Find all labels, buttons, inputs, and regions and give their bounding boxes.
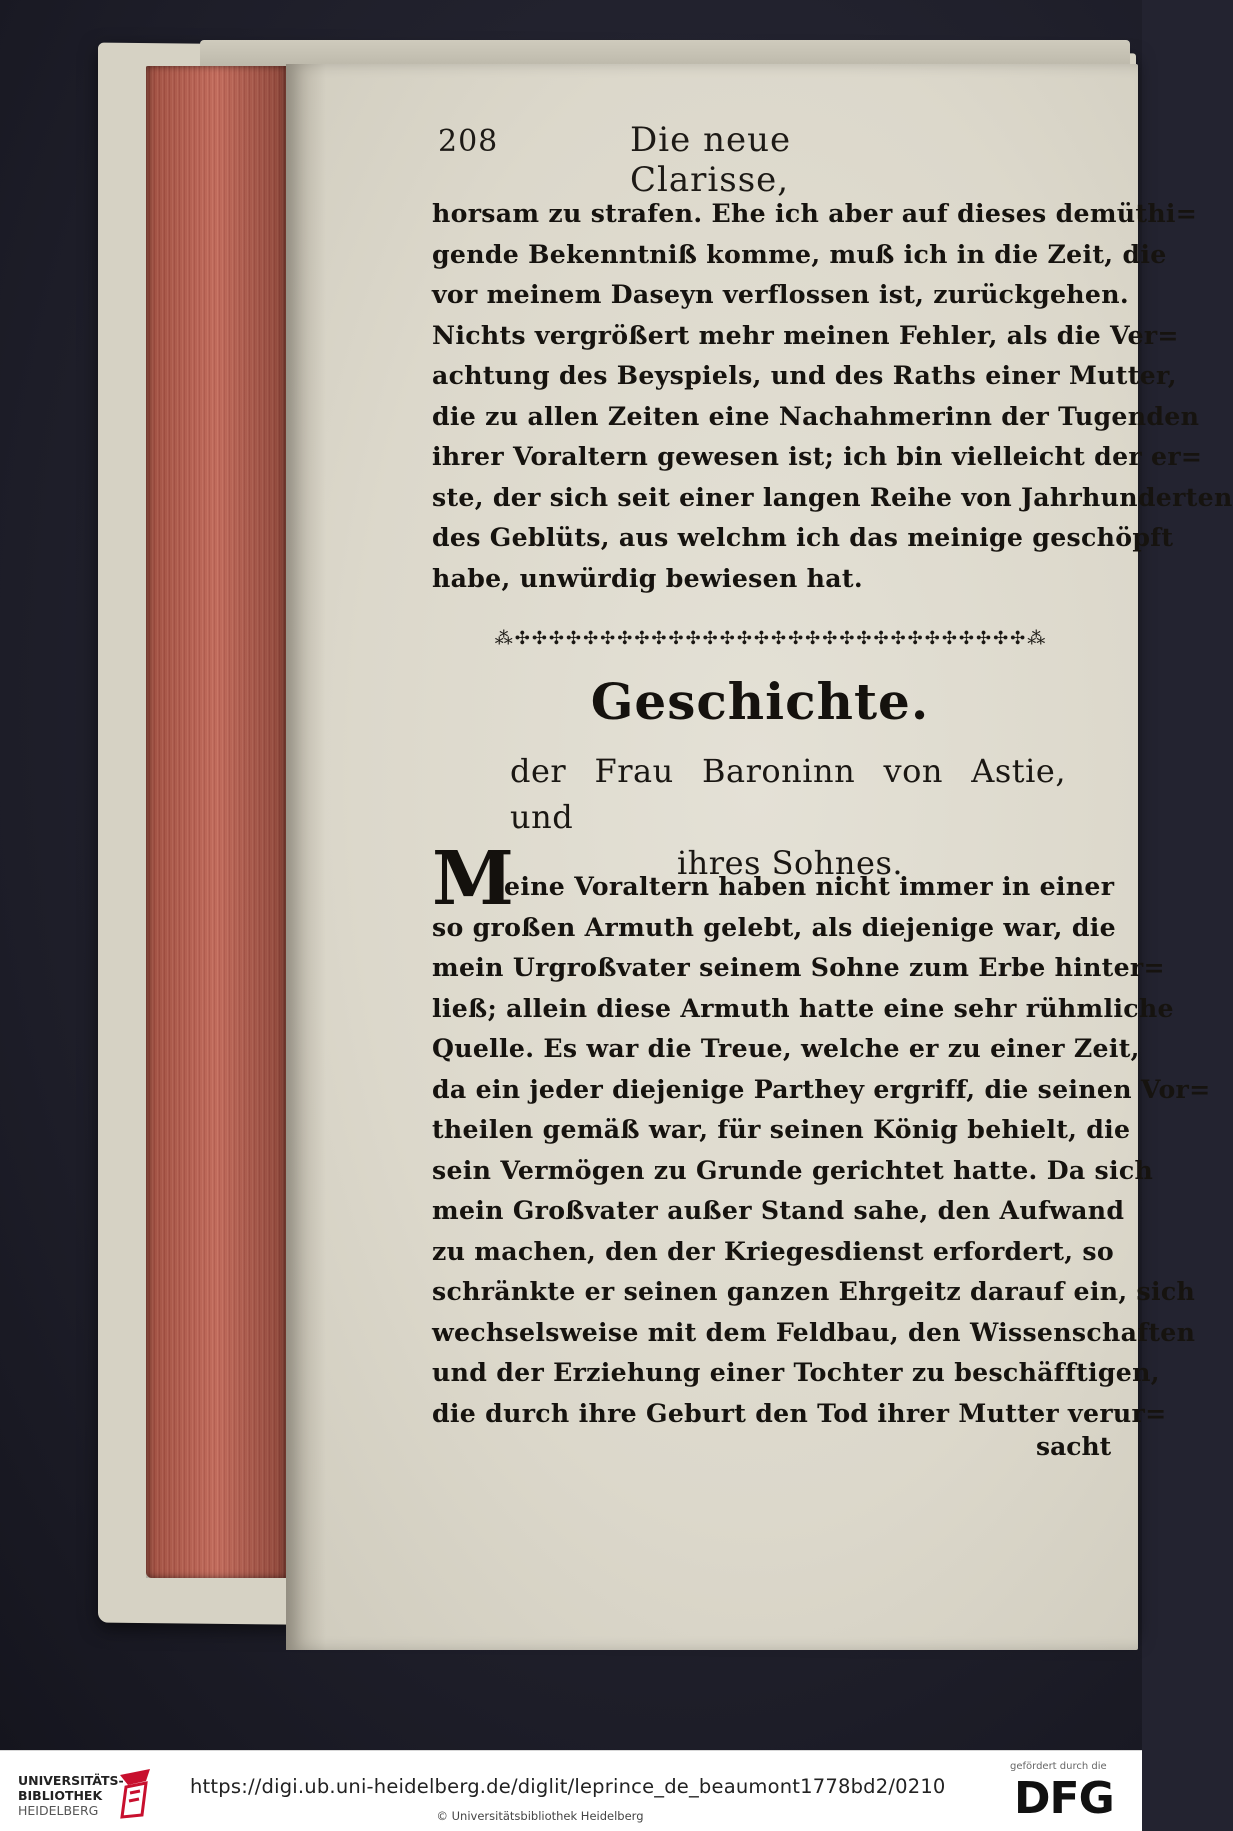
text-line: eine Voraltern haben nicht immer in einer [504, 871, 1115, 901]
copyright-notice: © Universitätsbibliothek Heidelberg [436, 1809, 644, 1823]
library-name-line: BIBLIOTHEK [18, 1788, 103, 1803]
page-edges [146, 66, 288, 1578]
text-line: theilen gemäß war, für seinen König behielt, die [432, 1114, 1131, 1144]
running-head [438, 120, 918, 200]
text-line: gende Bekenntniß komme, muß ich in die Zeit, die [432, 238, 1167, 269]
text-line: und der Erziehung einer Tochter zu beschäfftigen, [432, 1357, 1160, 1387]
library-name-line: HEIDELBERG [18, 1803, 99, 1818]
text-line: die durch ihre Geburt den Tod ihrer Mutter verur= [432, 1397, 1167, 1428]
catchword: sacht [1036, 1432, 1112, 1461]
library-name [18, 1773, 124, 1818]
page-number: 208 [438, 124, 499, 159]
text-line: ihrer Voraltern gewesen ist; ich bin vielleicht der er= [432, 441, 1203, 471]
text-line: die zu allen Zeiten eine Nachahmerinn der Tugenden [432, 400, 1200, 431]
dfg-logo[interactable]: DFG [1014, 1773, 1114, 1824]
text-line: schränkte er seinen ganzen Ehrgeitz darauf ein, sich [432, 1276, 1196, 1306]
text-line: zu machen, den der Kriegesdienst erfordert, so [432, 1235, 1115, 1266]
text-block-intro [432, 193, 1233, 598]
text-line: sein Vermögen zu Grunde gerichtet hatte. Da sich [432, 1154, 1154, 1185]
text-line: habe, unwürdig bewiesen hat. [432, 562, 863, 593]
chapter-heading: Geschichte. [590, 672, 930, 731]
text-line: horsam zu strafen. Ehe ich aber auf dieses demüthi= [432, 198, 1198, 228]
chapter-subtitle-line: ihres Sohnes. [676, 844, 904, 882]
running-title: Die neue Clarisse, [630, 120, 792, 200]
permalink-url[interactable]: https://digi.ub.uni-heidelberg.de/diglit/leprince_de_beaumont1778bd2/0210 [190, 1775, 946, 1798]
chapter-subtitle-line: der Frau Baroninn von Astie, und [510, 752, 1066, 836]
text-line: ließ; allein diese Armuth hatte eine sehr rühmliche [432, 992, 1174, 1023]
text-line: des Geblüts, aus welchm ich das meinige geschöpft [432, 522, 1174, 552]
text-line: wechselsweise mit dem Feldbau, den Wissenschaften [432, 1316, 1196, 1347]
library-name-line: UNIVERSITÄTS- [18, 1773, 124, 1788]
text-line: da ein jeder diejenige Parthey ergriff, die seinen Vor= [432, 1073, 1211, 1104]
text-line: ste, der sich seit einer langen Reihe von Jahrhunderten [432, 481, 1233, 512]
drop-cap: M [432, 836, 514, 922]
text-line: vor meinem Daseyn verflossen ist, zurückgehen. [432, 279, 1129, 309]
footer-bar [0, 1750, 1142, 1831]
gutter-shadow [286, 64, 326, 1650]
text-line: so großen Armuth gelebt, als diejenige war, die [432, 911, 1116, 942]
book-cover-top-edge [200, 40, 1130, 66]
text-block-story [432, 866, 1211, 1433]
text-line: mein Urgroßvater seinem Sohne zum Erbe hinter= [432, 952, 1165, 982]
library-logo-icon [116, 1767, 156, 1819]
text-line: mein Großvater außer Stand sahe, den Aufwand [432, 1195, 1125, 1225]
text-line: achtung des Beyspiels, und des Raths einer Mutter, [432, 360, 1177, 390]
text-line: Quelle. Es war die Treue, welche er zu einer Zeit, [432, 1033, 1140, 1063]
text-line: Nichts vergrößert mehr meinen Fehler, als die Ver= [432, 319, 1179, 350]
funder-label: gefördert durch die [1010, 1761, 1107, 1772]
ornament-divider: ⁂✣✣✣✣✣✣✣✣✣✣✣✣✣✣✣✣✣✣✣✣✣✣✣✣✣✣✣✣✣✣⁂ [494, 628, 1048, 649]
